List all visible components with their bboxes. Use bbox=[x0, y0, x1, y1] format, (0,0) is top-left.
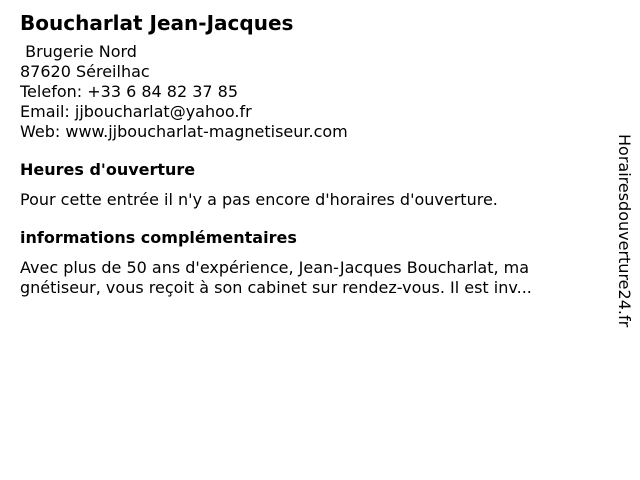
additional-info-text bbox=[20, 258, 600, 298]
phone-line: Telefon: +33 6 84 82 37 85 bbox=[20, 82, 239, 101]
additional-info-line-1: Avec plus de 50 ans d'expérience, Jean-Jacques Boucharlat, ma bbox=[20, 258, 530, 277]
additional-info-line-2: gnétiseur, vous reçoit à son cabinet sur rendez-vous. Il est inv... bbox=[20, 278, 532, 297]
business-name: Boucharlat Jean-Jacques bbox=[20, 11, 294, 35]
website-line: Web: www.jjboucharlat-magnetiseur.com bbox=[20, 122, 348, 141]
site-watermark: Horairesdouverture24.fr bbox=[615, 134, 634, 328]
opening-hours-heading: Heures d'ouverture bbox=[20, 160, 196, 179]
business-card bbox=[20, 10, 600, 298]
opening-hours-text: Pour cette entrée il n'y a pas encore d'horaires d'ouverture. bbox=[20, 190, 498, 209]
additional-info-heading: informations complémentaires bbox=[20, 228, 297, 247]
address-street: Brugerie Nord bbox=[20, 42, 137, 61]
email-line: Email: jjboucharlat@yahoo.fr bbox=[20, 102, 252, 121]
address-city: 87620 Séreilhac bbox=[20, 62, 150, 81]
